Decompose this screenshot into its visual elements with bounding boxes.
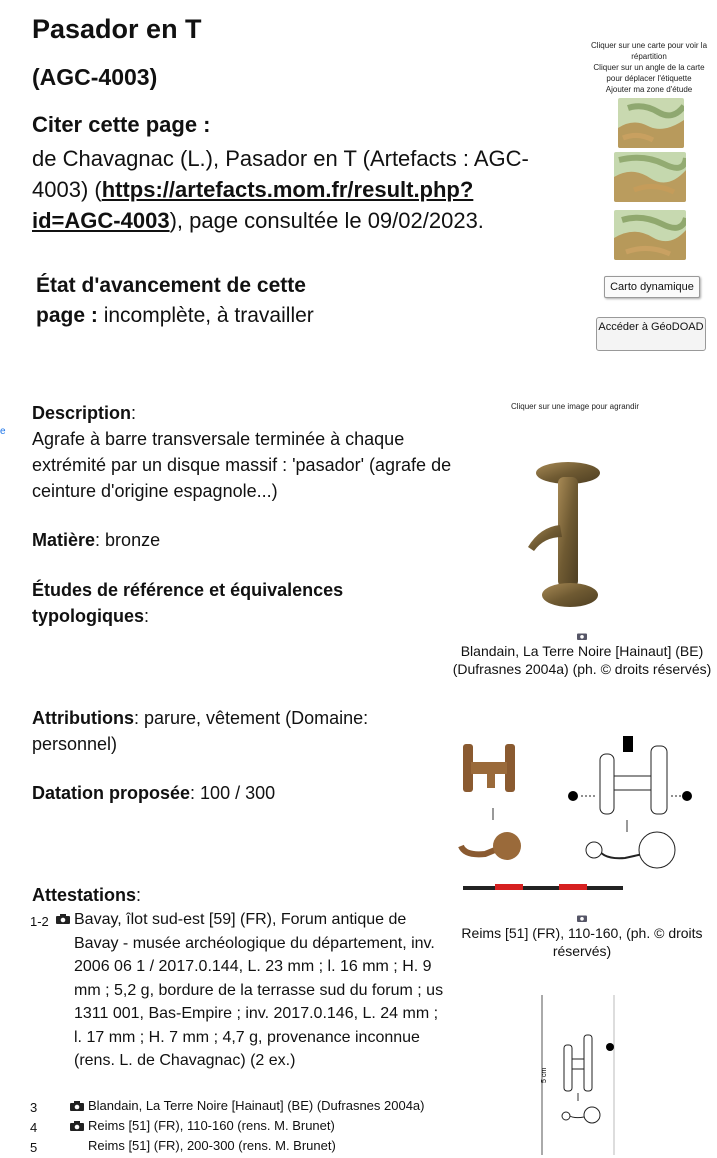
attributions-value: parure, vêtement (Domaine: personnel) [32, 708, 369, 754]
page-title: Pasador en T [32, 14, 202, 44]
dating-value: 100 / 300 [200, 783, 276, 803]
description-label: Description [32, 403, 132, 423]
map-instructions [588, 40, 710, 95]
citation-link[interactable]: https://artefacts.mom.fr/result.php?id=AGC-4003 [32, 177, 474, 233]
map-note-2: Cliquer sur un angle de la carte pour déplacer l'étiquette [593, 63, 705, 83]
dating-section: Datation proposée: 100 / 300 [32, 783, 276, 803]
attestations-section: Attestations: [32, 885, 142, 905]
attestation-text: Blandain, La Terre Noire [Hainaut] (BE) (Dufrasnes 2004a) [88, 1098, 425, 1113]
image-caption-blandain [452, 632, 712, 678]
references-label: Études de référence et équivalences typologiques [32, 580, 344, 626]
left-edge-fragment: e [0, 426, 6, 437]
attestation-item [30, 1136, 336, 1158]
dating-label: Datation proposée [32, 783, 191, 803]
artefact-drawing-reims-2[interactable] [540, 995, 620, 1155]
citation-heading: Citer cette page : [32, 112, 211, 137]
status-value: incomplète, à travailler [103, 304, 314, 327]
no-photo-spacer [70, 1142, 84, 1152]
image-caption-reims [452, 914, 712, 960]
status-label: État d'avancement de cette page : [36, 274, 306, 327]
page-status [36, 271, 336, 331]
add-study-zone-link[interactable]: Ajouter ma zone d'étude [605, 85, 693, 94]
map-thumbnail-3 [614, 210, 686, 260]
map-thumbnail-1 [618, 98, 684, 148]
material-value: bronze [105, 530, 161, 550]
citation-text [32, 143, 532, 236]
attestation-item [30, 1116, 335, 1138]
map-thumbnail-2 [614, 152, 686, 202]
attestation-number: 5 [30, 1140, 38, 1155]
attestation-text: Reims [51] (FR), 200-300 (rens. M. Brunet) [88, 1138, 336, 1153]
description-text: Agrafe à barre transversale terminée à chaque extrémité par un disque massif : 'pasador' (agrafe de ceinture d'origine espagnole...) [32, 429, 452, 501]
caption-text: Blandain, La Terre Noire [Hainaut] (BE) (Dufrasnes 2004a) (ph. © droits réservés) [452, 643, 712, 677]
attestation-number: 4 [30, 1120, 38, 1135]
attestation-number: 1-2 [30, 914, 49, 929]
caption-text: Reims [51] (FR), 110-160, (ph. © droits réservés) [461, 925, 703, 959]
image-instructions: Cliquer sur une image pour agrandir [510, 402, 640, 411]
camera-icon[interactable] [577, 914, 587, 922]
citation-text-after: ), page consultée le 09/02/2023. [169, 208, 484, 233]
attestation-number: 3 [30, 1100, 38, 1115]
attestation-item [30, 1096, 425, 1118]
material-section: Matière: bronze [32, 530, 161, 550]
artefact-photo-reims-1[interactable] [455, 726, 705, 898]
geodoad-button[interactable]: Accéder à GéoDOAD [596, 317, 706, 351]
camera-icon[interactable] [577, 632, 587, 640]
distribution-map-2[interactable] [614, 152, 686, 202]
attributions-label: Attributions [32, 708, 134, 728]
material-label: Matière [32, 530, 96, 550]
scale-label: 5 cm [541, 1067, 548, 1083]
citation-text-before: de Chavagnac (L.), Pasador en T (Artefacts : AGC-4003) ( [32, 146, 529, 202]
map-note-1: Cliquer sur une carte pour voir la répartition [590, 41, 708, 61]
attestation-item [30, 908, 445, 1073]
references-section: Études de référence et équivalences typologiques: [32, 580, 344, 626]
camera-icon[interactable] [70, 1121, 84, 1131]
artefact-code: (AGC-4003) [32, 64, 158, 90]
attestation-text: Bavay, îlot sud-est [59] (FR), Forum antique de Bavay - musée archéologique du département, inv. 2006 06 1 / 2017.0.144, L. 23 mm ; l. 16 mm ; H. 9 mm ; 5,2 g, bordure de la terrasse sud du forum ; us 1311 001, Bas-Empire ; inv. 2017.0.146, L. 24 mm ; l. 17 mm ; H. 7 mm ; 4,7 g, provenance inconnue (rens. L. de Chavagnac) (2 ex.) [74, 911, 444, 1069]
artefact-photo-blandain[interactable] [520, 455, 620, 615]
attestations-label: Attestations [32, 885, 137, 905]
description-section: Description: Agrafe à barre transversale terminée à chaque extrémité par un disque massif : 'pasador' (agrafe de ceinture d'origine espagnole...) [32, 403, 452, 501]
attributions-section: Attributions: parure, vêtement (Domaine: personnel) [32, 708, 369, 754]
camera-icon[interactable] [70, 1101, 84, 1111]
dynamic-map-button[interactable]: Carto dynamique [604, 276, 700, 298]
attestation-text: Reims [51] (FR), 110-160 (rens. M. Brunet) [88, 1118, 335, 1133]
camera-icon[interactable] [56, 914, 70, 924]
distribution-map-3[interactable] [614, 210, 686, 260]
distribution-map-1[interactable] [618, 98, 684, 148]
